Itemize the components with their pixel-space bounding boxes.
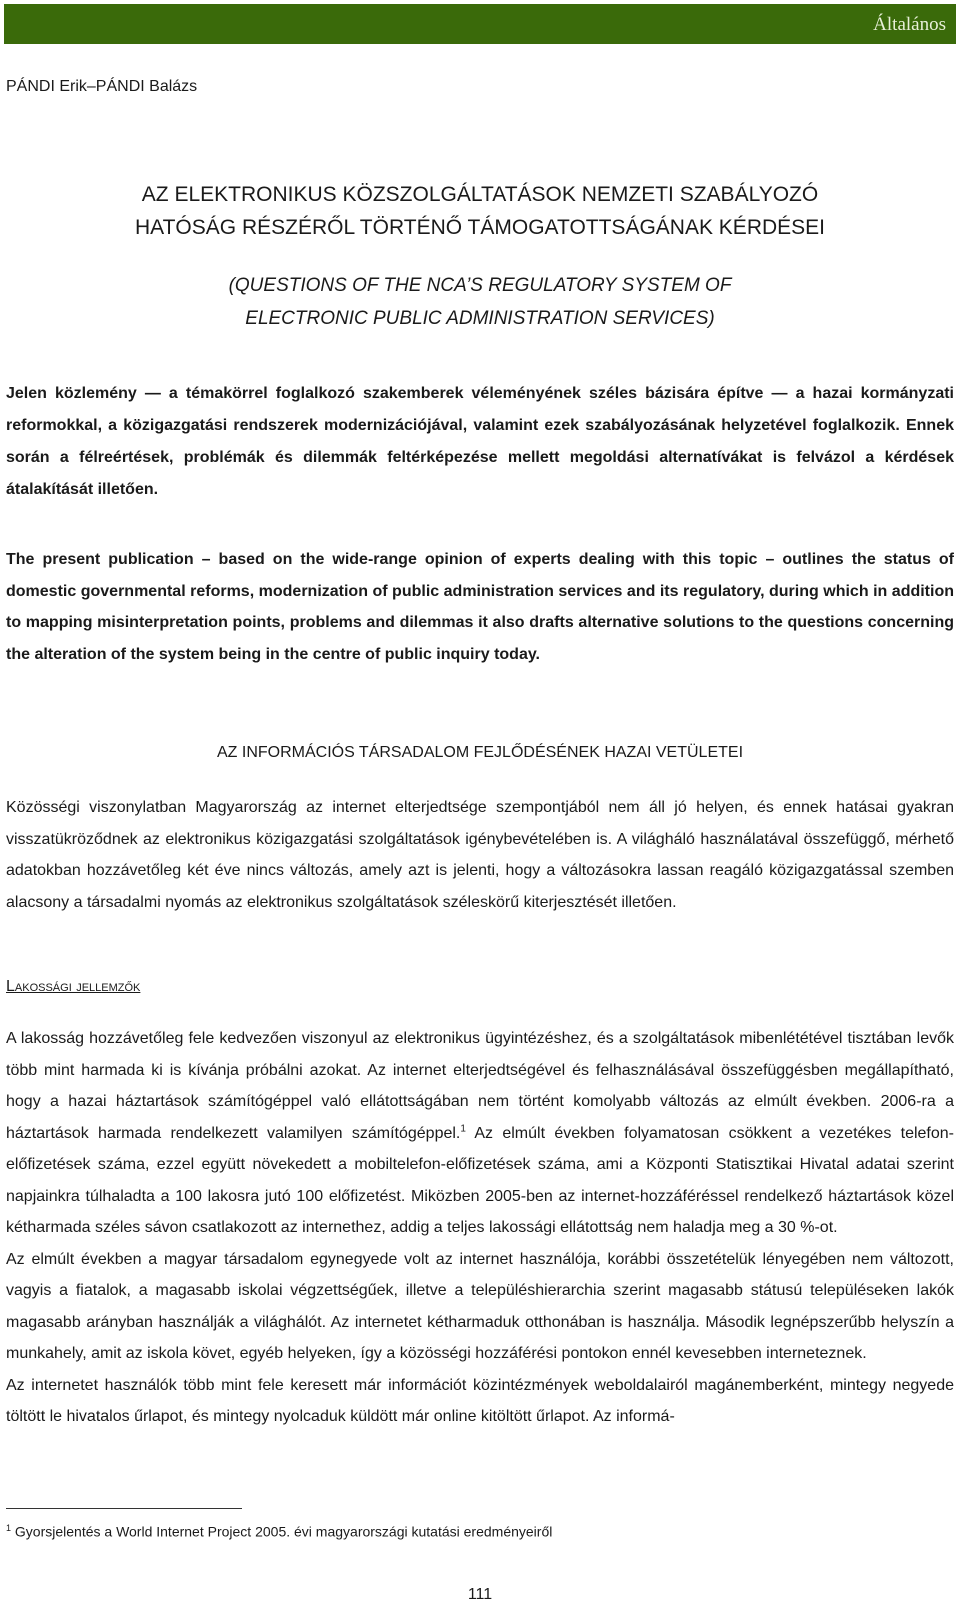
- abstract-hungarian: Jelen közlemény — a témakörrel foglalkozó szakemberek véleményének széles bázisára építve — a hazai kormányzati reformokkal, a közigazgatási rendszerek modernizációjával, valamint ezek szabályozásának helyzetével foglalkozik. Ennek során a félreértések, problémák és dilemmák feltérképezése mellett megoldási alternatívákat is felvázol a kérdések átalakítását illetően.: [6, 385, 954, 498]
- header-band: [4, 4, 956, 44]
- paragraph-1: [6, 1023, 954, 1244]
- article-subtitle: [0, 269, 960, 335]
- authors: PÁNDI Erik–PÁNDI Balázs: [6, 78, 198, 95]
- footnote: [6, 1523, 552, 1540]
- article-subtitle-line-2: ELECTRONIC PUBLIC ADMINISTRATION SERVICES): [245, 308, 715, 329]
- page-number: 111: [467, 1586, 493, 1603]
- section-heading: AZ INFORMÁCIÓS TÁRSADALOM FEJLŐDÉSÉNEK HAZAI VETÜLETEI: [216, 744, 744, 761]
- abstract-english: The present publication – based on the wide-range opinion of experts dealing with this topic – outlines the status of domestic governmental reforms, modernization of public administration services and its regulatory, during which in addition to mapping misinterpretation points, problems and dilemmas it also drafts alternative solutions to the questions concerning the alteration of the system being in the centre of public inquiry today.: [6, 551, 954, 663]
- subheading: Lakossági jellemzők: [6, 978, 141, 995]
- paragraph-3: Az internetet használók több mint fele keresett már információt közintézmények weboldalairól magánemberként, mintegy negyede töltött le hivatalos űrlapot, és mintegy nyolcaduk küldött már online kitöltött űrlapot. Az informá-: [6, 1376, 954, 1425]
- article-title-line-1: AZ ELEKTRONIKUS KÖZSZOLGÁLTATÁSOK NEMZETI SZABÁLYOZÓ: [141, 183, 819, 206]
- footnote-reference[interactable]: 1: [460, 1123, 466, 1135]
- section-label: Általános: [873, 14, 946, 35]
- paragraph-2: Az elmúlt években a magyar társadalom egynegyede volt az internet használója, korábbi összetételük lényegében nem változott, vagyis a fiatalok, a magasabb iskolai végzettségűek, illetve a településhierarchia szerint magasabb státusú településeken lakók magasabb arányban használják a világhálót. Az internetet kétharmaduk otthonában is használja. Második legnépszerűbb helyszín a munkahely, amit az iskola követ, egyéb helyeken, így a közösségi hozzáférési pontokon ennél kevesebben interneteznek.: [6, 1250, 954, 1362]
- footnote-marker: 1: [6, 1523, 12, 1533]
- article-subtitle-line-1: (QUESTIONS OF THE NCA’S REGULATORY SYSTEM OF: [228, 275, 732, 296]
- paragraph-1-part-a: A lakosság hozzávetőleg fele kedvezően viszonyul az elektronikus ügyintézéshez, és a szolgáltatások mibenlététével tisztában levők több mint harmada ki is kívánja próbálni azokat. Az internet elterjedtségével és felhasználásával összefüggésben megállapítható, hogy a hazai háztartások számítógéppel való ellátottságában nem történt komolyabb változás az elmúlt években. 2006-ra a háztartások harmada rendelkezett valamilyen számítógéppel.: [6, 1030, 954, 1142]
- footnote-text: Gyorsjelentés a World Internet Project 2005. évi magyarországi kutatási eredményeiről: [11, 1523, 553, 1540]
- paragraph-1-part-b: Az elmúlt években folyamatosan csökkent a vezetékes telefon-előfizetések száma, ezzel együtt növekedett a mobiltelefon-előfizetések száma, ami a Központi Statisztikai Hivatal adatai szerint napjainkra túlhaladta a 100 lakosra jutó 100 előfizetést. Miközben 2005-ben az internet-hozzáféréssel rendelkező háztartások közel kétharmada széles sávon csatlakozott az internethez, addig a teljes lakossági ellátottság nem haladja meg a 30 %-ot.: [6, 1124, 954, 1236]
- article-title-line-2: HATÓSÁG RÉSZÉRŐL TÖRTÉNŐ TÁMOGATOTTSÁGÁNAK KÉRDÉSEI: [134, 216, 826, 239]
- section-body: Közösségi viszonylatban Magyarország az internet elterjedtsége szempontjából nem áll jó helyen, és ennek hatásai gyakran visszatükröződnek az elektronikus közigazgatási szolgáltatások igénybevételében is. A világháló használatával összefüggő, mérhető adatokban hozzávetőleg két éve nincs változás, amely azt is jelenti, hogy a változásokra lassan reagáló közigazgatással szemben alacsony a társadalmi nyomás az elektronikus szolgáltatások széleskörű kiterjesztését illetően.: [6, 799, 954, 911]
- body-text: [6, 1023, 954, 1433]
- footnote-divider: [6, 1508, 242, 1509]
- article-title: [0, 178, 960, 244]
